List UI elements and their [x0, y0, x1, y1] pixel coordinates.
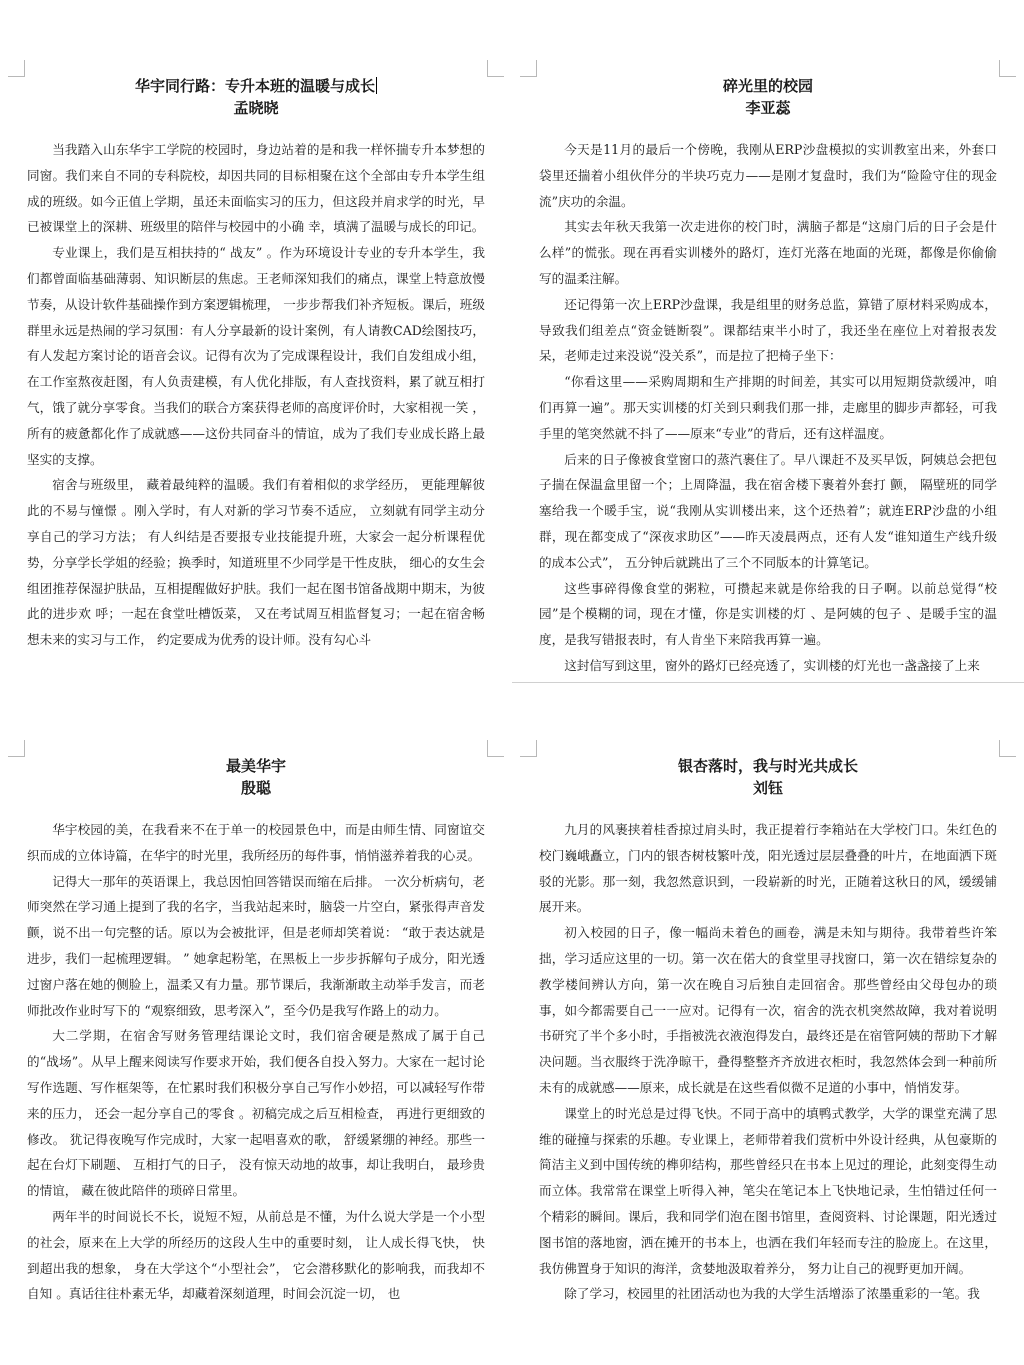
author-name[interactable]: 李亚蕊	[745, 99, 791, 117]
body-paragraph[interactable]: 还记得第一次上ERP沙盘课，我是组里的财务总监，算错了原材料采购成本，导致我们组差点“资金链断裂”。课都结束半小时了，我还坐在座位上对着报表发呆，老师走过来没说“没关系”，而是拉了把椅子坐下：	[539, 296, 997, 364]
body-paragraph[interactable]: 除了学习，校园里的社团活动也为我的大学生活增添了浓墨重彩的一笔。我	[564, 1286, 980, 1302]
author-name[interactable]: 殷聪	[240, 779, 271, 797]
margin-corner-mark	[999, 60, 1016, 77]
document-page-4	[512, 740, 1024, 1365]
body-paragraph[interactable]: 宿舍与班级里， 藏着最纯粹的温暖。我们有着相似的求学经历， 更能理解彼此的不易与憧憬 。刚入学时，有人对新的学习节奏不适应， 立刻就有同学主动分享自己的学习方法； 有人纠结是否要报专业技能提升班，大家会一起分析课程优 势，分享学长学姐的经验；换季时，知道班里不少同学是干性皮肤， 细心的女生会组团推荐保湿护肤品，互相提醒做好护肤。我们一起在图书馆备战期中期末，为彼此的进步欢 呼；一起在食堂吐槽饭菜， 又在考试周互相监督复习；一起在宿舍畅想未来的实习与工作， 约定要成为优秀的设计师。没有勾心斗	[27, 477, 485, 648]
author-name[interactable]: 孟晓晓	[233, 99, 279, 117]
margin-corner-mark	[8, 740, 25, 757]
body-paragraph[interactable]: 记得大一那年的英语课上，我总因怕回答错误而缩在后排。 一次分析病句，老师突然在学习通上提到了我的名字，当我站起来时，脑袋一片空白，紧张得声音发颤，说不出一句完整的话。原以为会被批评，但是老师却笑着说： “敢于表达就是进步，我们一起梳理逻辑。 ” 她拿起粉笔，在黑板上一步步拆解句子成分，阳光透过窗户落在她的侧脸上，温柔又有力量。那节课后，我渐渐敢主动举手发言，而老师批改作业时写下的 “观察细致，思考深入”，至今仍是我写作路上的动力。	[27, 873, 485, 1018]
document-page-3	[0, 740, 512, 1365]
margin-corner-mark	[8, 60, 25, 77]
margin-corner-mark	[520, 60, 537, 77]
margin-corner-mark	[487, 60, 504, 77]
author-name[interactable]: 刘钰	[752, 779, 783, 797]
margin-corner-mark	[999, 740, 1016, 757]
body-paragraph[interactable]: 九月的风裹挟着桂香掠过肩头时，我正提着行李箱站在大学校门口。朱红色的校门巍峨矗立，门内的银杏树枝繁叶茂，阳光透过层层叠叠的叶片，在地面洒下斑驳的光影。那一刻，我忽然意识到，一段崭新的时光，正随着这秋日的风，缓缓铺展开来。	[539, 822, 997, 915]
page-title[interactable]: 银杏落时，我与时光共成长	[677, 757, 858, 775]
text-cursor	[376, 77, 377, 94]
page-title[interactable]: 碎光里的校园	[722, 77, 813, 95]
page-separator-line	[512, 682, 1024, 683]
body-paragraph[interactable]: 后来的日子像被食堂窗口的蒸汽裹住了。早八课赶不及买早饭，阿姨总会把包子揣在保温盒里留一个；上周降温，我在宿舍楼下裹着外套打 颤， 隔壁班的同学塞给我一个暖手宝，说“我刚从实训楼出来，这个还热着”；就连ERP沙盘的小组群，现在都变成了“深夜求助区”——昨天凌晨两点，还有人发“谁知道生产线升级的成本公式”， 五分钟后就跳出了三个不同版本的计算笔记。	[539, 451, 997, 570]
body-paragraph[interactable]: 两年半的时间说长不长，说短不短，从前总是不懂，为什么说大学是一个小型的社会，原来在上大学的所经历的这段人生中的重要时刻， 让人成长得飞快， 快到超出我的想象， 身在大学这个“小型社会”， 它会潜移默化的影响我，而我却不自知 。真话往往朴素无华，却藏着深刻道理，时间会沉淀一切， 也	[27, 1208, 485, 1302]
margin-corner-mark	[520, 740, 537, 757]
body-paragraph[interactable]: 初入校园的日子，像一幅尚未着色的画卷，满是未知与期待。我带着些许笨拙，学习适应这里的一切。第一次在偌大的食堂里寻找窗口，第一次在错综复杂的教学楼间辨认方向，第一次在晚自习后独自走回宿舍。那些曾经由父母包办的琐事，如今都需要自己一一应对。记得有一次，宿舍的洗衣机突然故障，我对着说明书研究了半个多小时，手指被洗衣液泡得发白，最终还是在宿管阿姨的帮助下才解决问题。当衣服终于洗净晾干，叠得整整齐齐放进衣柜时，我忽然体会到一种前所未有的成就感——原来，成长就是在这些看似微不足道的小事中，悄悄发芽。	[539, 925, 997, 1095]
body-paragraph[interactable]: 其实去年秋天我第一次走进你的校门时，满脑子都是“这扇门后的日子会是什么样”的慌张。现在再看实训楼外的路灯，连灯光落在地面的光斑，都像是你偷偷写的温柔注解。	[539, 219, 997, 286]
page-title[interactable]: 华宇同行路：专升本班的温暖与成长	[134, 77, 375, 95]
body-paragraph[interactable]: 华宇校园的美，在我看来不在于单一的校园景色中，而是由师生情、同窗谊交织而成的立体诗篇，在华宇的时光里，我所经历的每件事，悄悄滋养着我的心灵。	[27, 822, 485, 863]
body-paragraph[interactable]: 大二学期，在宿舍写财务管理结课论文时，我们宿舍硬是熬成了属于自己的“战场”。从早上醒来阅读写作要求开始，我们便各自投入努力。大家在一起讨论写作选题、写作框架等，在忙累时我们积极分享自己写作小妙招，可以减轻写作带来的压力， 还会一起分享自己的零食 。初稿完成之后互相检查， 再进行更细致的修改。 犹记得夜晚写作完成时，大家一起唱喜欢的歌， 舒缓紧绷的神经。那些一起在台灯下刷题、 互相打气的日子， 没有惊天动地的故事，却让我明白， 最珍贵的情谊， 藏在彼此陪伴的琐碎日常里。	[27, 1028, 485, 1199]
margin-corner-mark	[487, 740, 504, 757]
page-title[interactable]: 最美华宇	[225, 757, 286, 775]
body-paragraph[interactable]: 当我踏入山东华宇工学院的校园时，身边站着的是和我一样怀揣专升本梦想的同窗。我们来自不同的专科院校，却因共同的目标相聚在这个全部由专升本学生组成的班级。如今正值上学期，虽还未面临实习的压力，但这段并肩求学的时光，早已被课堂上的深耕、班级里的陪伴与校园中的小确 幸，填满了温暖与成长的印记。	[27, 142, 485, 235]
document-page-1	[0, 60, 512, 685]
body-paragraph[interactable]: “你看这里——采购周期和生产排期的时间差，其实可以用短期贷款缓冲，咱们再算一遍”。那天实训楼的灯关到只剩我们那一排，走廊里的脚步声都轻，可我手里的笔突然就不抖了——原来“专业”的背后，还有这样温度。	[539, 374, 997, 441]
document-page-2	[512, 60, 1024, 685]
body-paragraph[interactable]: 这封信写到这里，窗外的路灯已经亮透了，实训楼的灯光也一盏盏接了上来	[564, 657, 980, 673]
body-paragraph[interactable]: 这些事碎得像食堂的粥粒，可攒起来就是你给我的日子啊。以前总觉得“校园”是个模糊的词，现在才懂，你是实训楼的灯 、是阿姨的包子 、是暖手宝的温度，是我写错报表时，有人肯坐下来陪我再算一遍。	[539, 580, 997, 648]
body-paragraph[interactable]: 今天是11月的最后一个傍晚，我刚从ERP沙盘模拟的实训教室出来，外套口袋里还揣着小组伙伴分的半块巧克力——是刚才复盘时，我们为“险险守住的现金流”庆功的余温。	[539, 142, 997, 209]
body-paragraph[interactable]: 专业课上，我们是互相扶持的“ 战友” 。作为环境设计专业的专升本学生，我们都曾面临基础薄弱、知识断层的焦虑。王老师深知我们的痛点，课堂上特意放慢节奏，从设计软件基础操作到方案逻辑梳理， 一步步帮我们补齐短板。课后，班级群里永远是热闹的学习氛围：有人分享最新的设计案例，有人请教CAD绘图技巧，有人发起方案讨论的语音会议。记得有次为了完成课程设计，我们自发组成小组，在工作室熬夜赶图，有人负责建模，有人优化排版，有人查找资料，累了就互相打气，饿了就分享零食。当我们的联合方案获得老师的高度评价时，大家相视一笑 ，所有的疲惫都化作了成就感——这份共同奋斗的情谊，成为了我们专业成长路上最坚实的支撑。	[27, 245, 485, 467]
body-paragraph[interactable]: 课堂上的时光总是过得飞快。不同于高中的填鸭式教学，大学的课堂充满了思维的碰撞与探索的乐趣。专业课上，老师带着我们赏析中外设计经典，从包豪斯的简洁主义到中国传统的榫卯结构，那些曾经只在书本上见过的理论，此刻变得生动而立体。我常常在课堂上听得入神，笔尖在笔记本上飞快地记录，生怕错过任何一个精彩的瞬间。课后，我和同学们泡在图书馆里，查阅资料、讨论课题，阳光透过图书馆的落地窗，洒在摊开的书本上，也洒在我们年轻而专注的脸庞上。在这里，我仿佛置身于知识的海洋，贪婪地汲取着养分， 努力让自己的视野更加开阔。	[539, 1105, 997, 1276]
